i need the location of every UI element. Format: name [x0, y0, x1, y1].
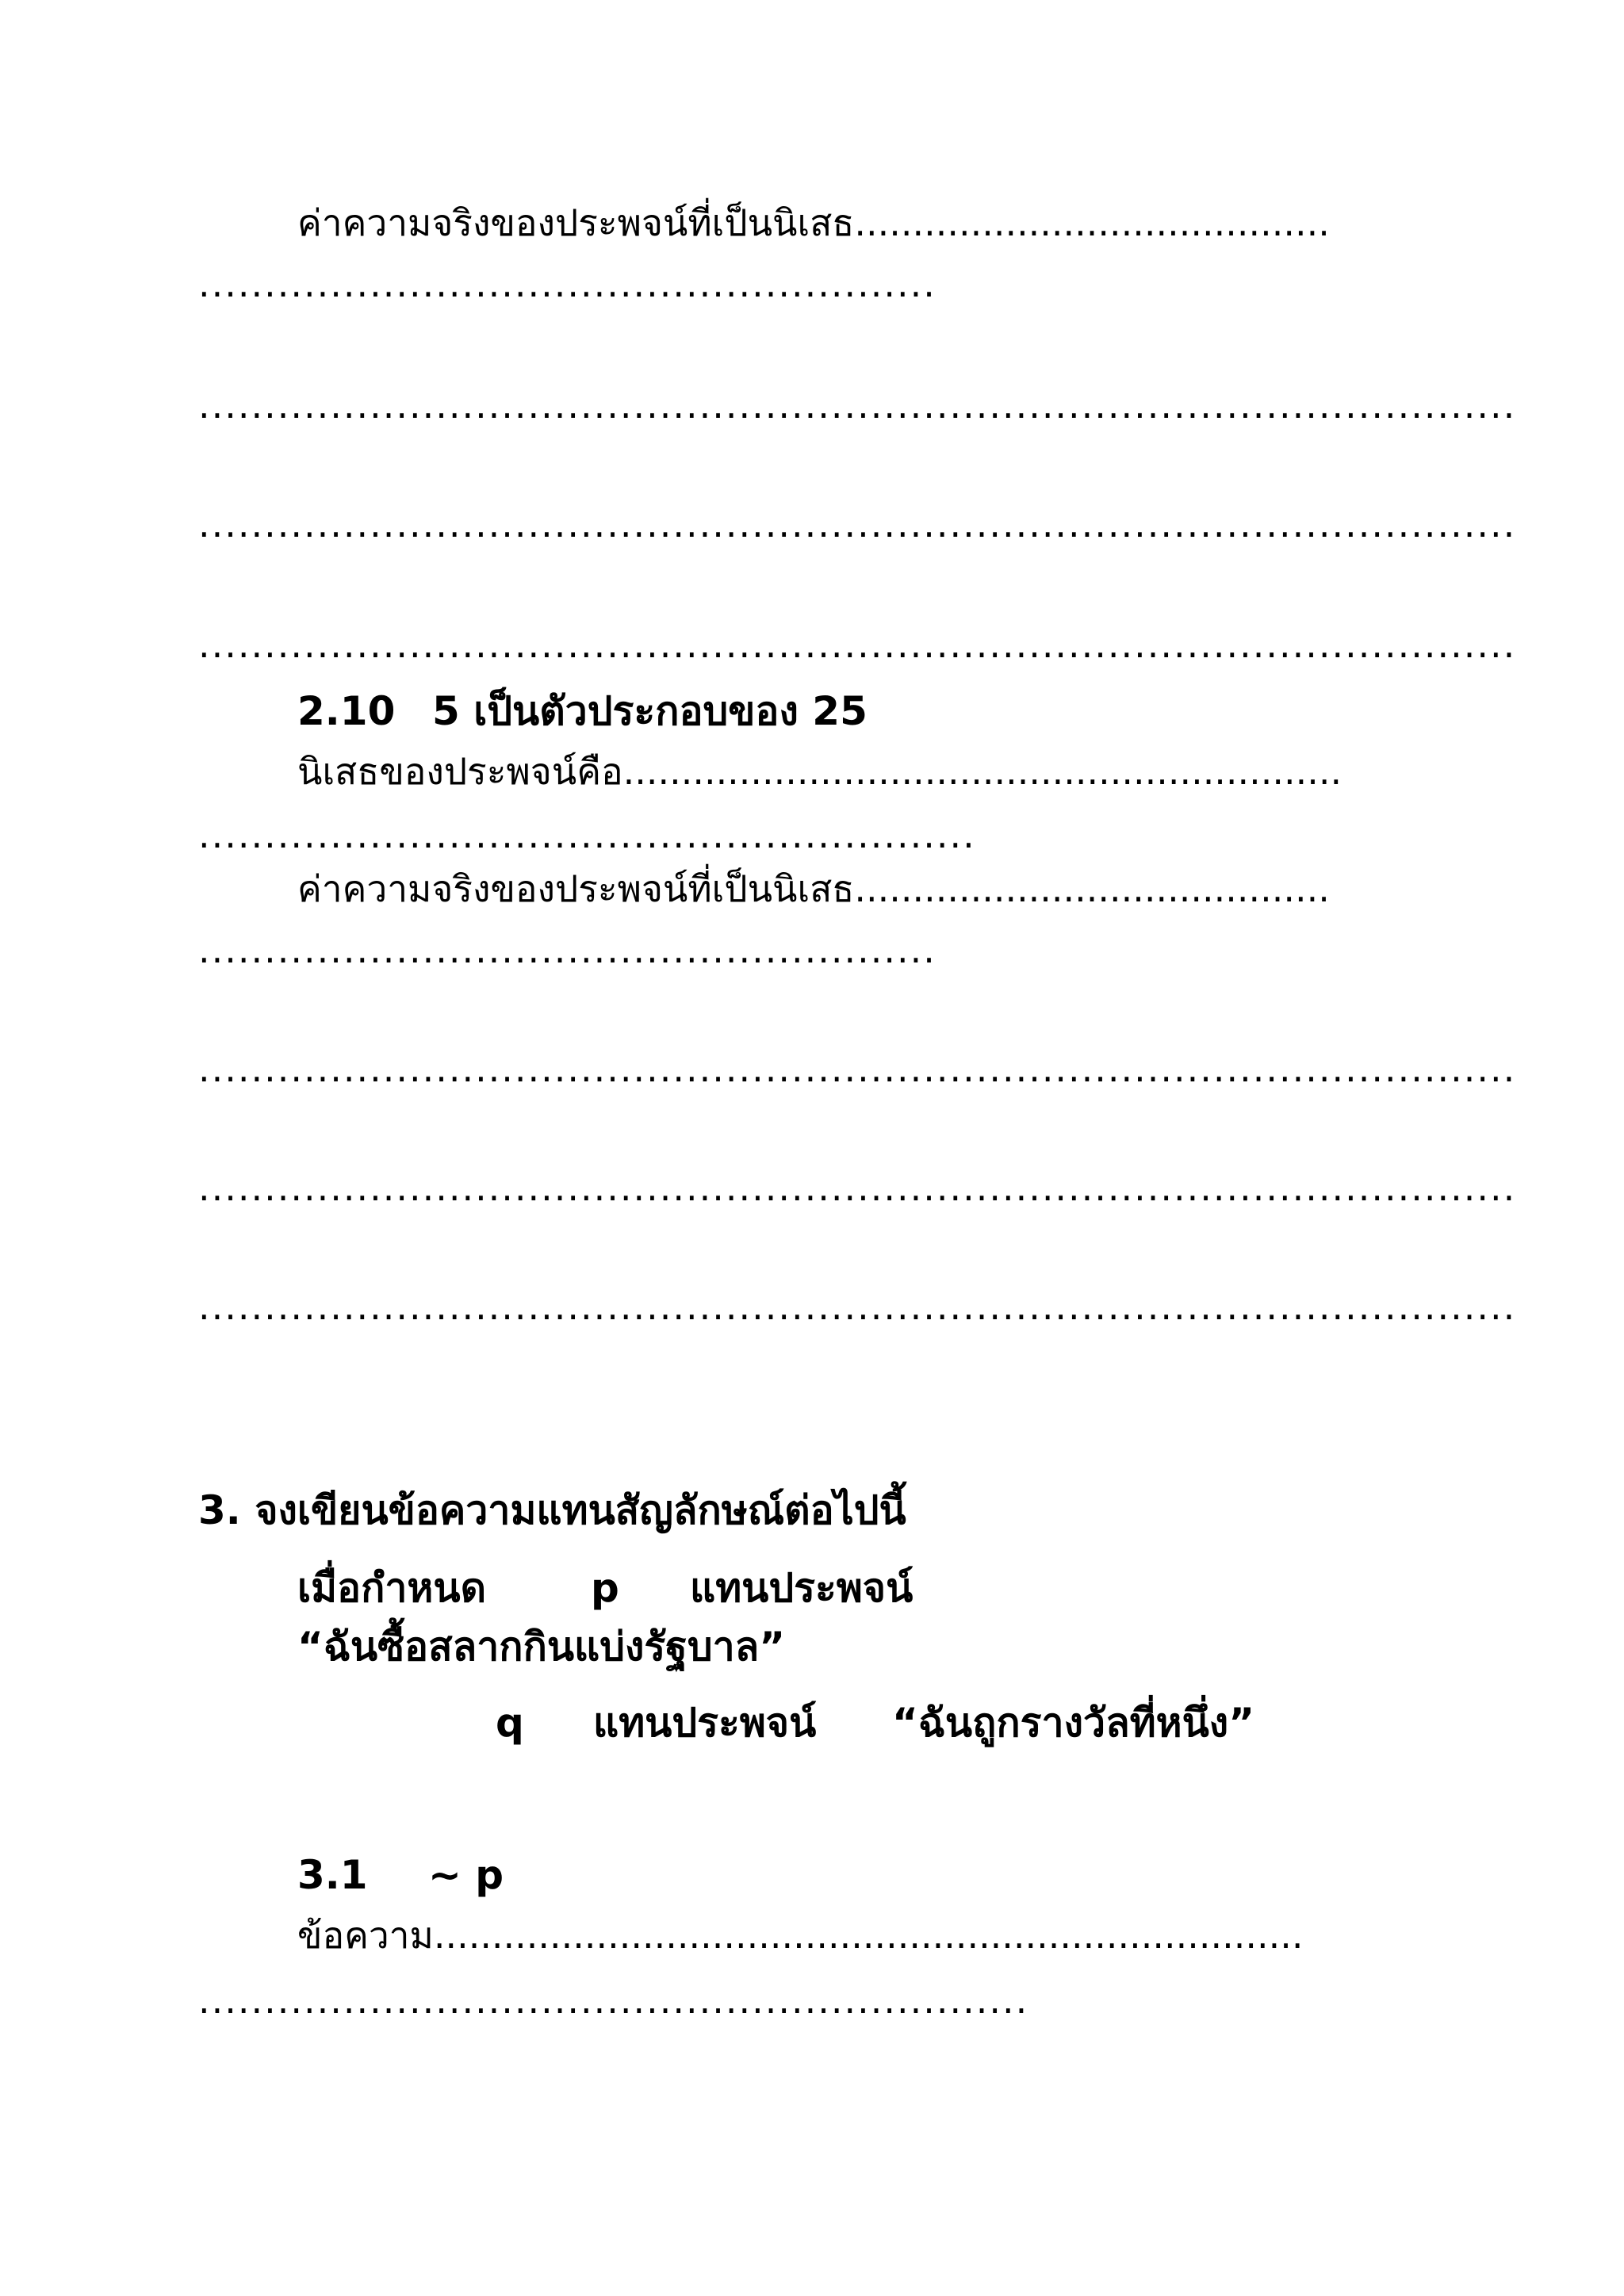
negation-prompt: นิเสธของประพจน์คือ.............................................................. — [297, 750, 1342, 793]
answer-line-1[interactable]: .................................................................................................... — [198, 1047, 1517, 1090]
answer-line-2[interactable]: .................................................................................................... — [198, 1166, 1517, 1209]
p-represents-label: แทนประพจน์ — [690, 1565, 914, 1611]
p-statement: “ฉันซื้อสลากกินแบ่งรัฐบาล” — [297, 1624, 786, 1670]
answer-line-3[interactable]: .................................................................................................... — [198, 623, 1517, 666]
symbolic-expression: ~ p — [428, 1852, 504, 1898]
item-statement: 5 เป็นตัวประกอบของ 25 — [432, 688, 868, 734]
variable-q: q — [496, 1700, 524, 1746]
answer-line-2[interactable]: .................................................................................................... — [198, 503, 1517, 545]
q-statement: “ฉันถูกรางวัลที่หนึ่ง” — [892, 1700, 1255, 1746]
item-number: 2.10 — [297, 688, 396, 734]
truth-value-continuation[interactable]: ........................................................ — [198, 928, 936, 971]
section-heading: 3. จงเขียนข้อความแทนสัญลักษณ์ต่อไปนี้ — [198, 1487, 906, 1533]
q-represents-label: แทนประพจน์ — [593, 1700, 817, 1746]
variable-p: p — [591, 1565, 619, 1611]
item-number: 3.1 — [297, 1852, 368, 1898]
answer-line-1[interactable]: .................................................................................................... — [198, 384, 1517, 427]
negation-continuation[interactable]: ........................................................... — [198, 813, 976, 856]
given-label: เมื่อกำหนด — [297, 1565, 487, 1611]
message-prompt: ข้อความ........................................................................... — [297, 1914, 1304, 1957]
message-continuation[interactable]: ............................................................... — [198, 1979, 1029, 2022]
truth-value-prompt: ค่าความจริงของประพจน์ที่เป็นนิเสธ......................................... — [297, 867, 1330, 910]
answer-line-3[interactable]: .................................................................................................... — [198, 1285, 1517, 1328]
truth-value-continuation[interactable]: ........................................................ — [198, 262, 936, 305]
truth-value-prompt: ค่าความจริงของประพจน์ที่เป็นนิเสธ......................................... — [297, 201, 1330, 244]
